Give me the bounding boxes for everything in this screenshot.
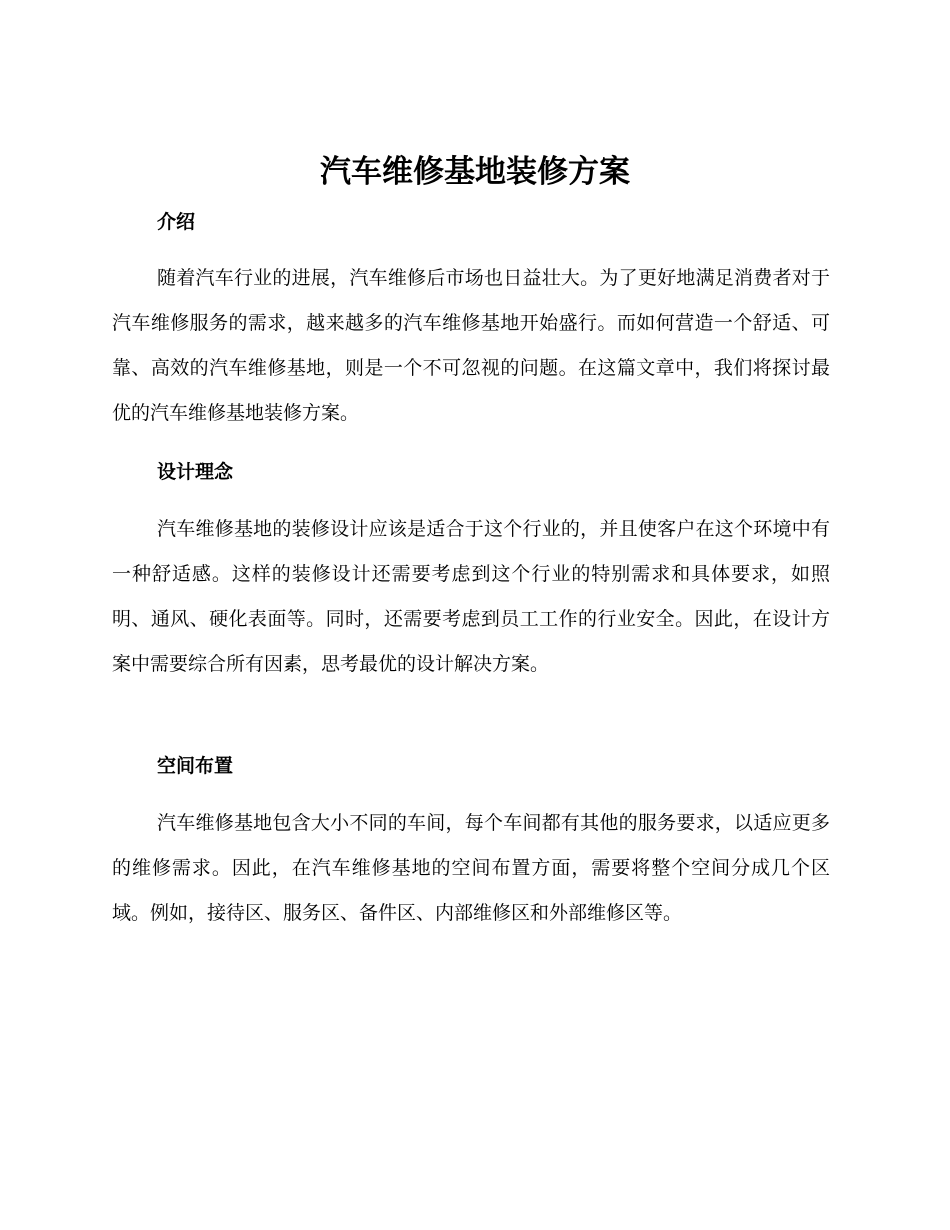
section-heading-space-layout: 空间布置 [157,755,234,777]
section-body-space-layout: 汽车维修基地包含大小不同的车间，每个车间都有其他的服务要求，以适应更多的维修需求。因此，在汽车维修基地的空间布置方面，需要将整个空间分成几个区域。例如，接待区、服务区、备件区、内部维修区和外部维修区等。 [112,812,830,924]
section-heading-intro: 介绍 [157,211,196,233]
section-body-design-concept: 汽车维修基地的装修设计应该是适合于这个行业的，并且使客户在这个环境中有一种舒适感。这样的装修设计还需要考虑到这个行业的特别需求和具体要求，如照明、通风、硬化表面等。同时，还需要考虑到员工工作的行业安全。因此，在设计方案中需要综合所有因素，思考最优的设计解决方案。 [112,518,830,675]
section-heading-design-concept: 设计理念 [157,461,234,483]
document-title: 汽车维修基地装修方案 [320,154,630,190]
section-body-intro: 随着汽车行业的进展，汽车维修后市场也日益壮大。为了更好地满足消费者对于汽车维修服务的需求，越来越多的汽车维修基地开始盛行。而如何营造一个舒适、可靠、高效的汽车维修基地，则是一个不可忽视的问题。在这篇文章中，我们将探讨最优的汽车维修基地装修方案。 [112,267,830,424]
